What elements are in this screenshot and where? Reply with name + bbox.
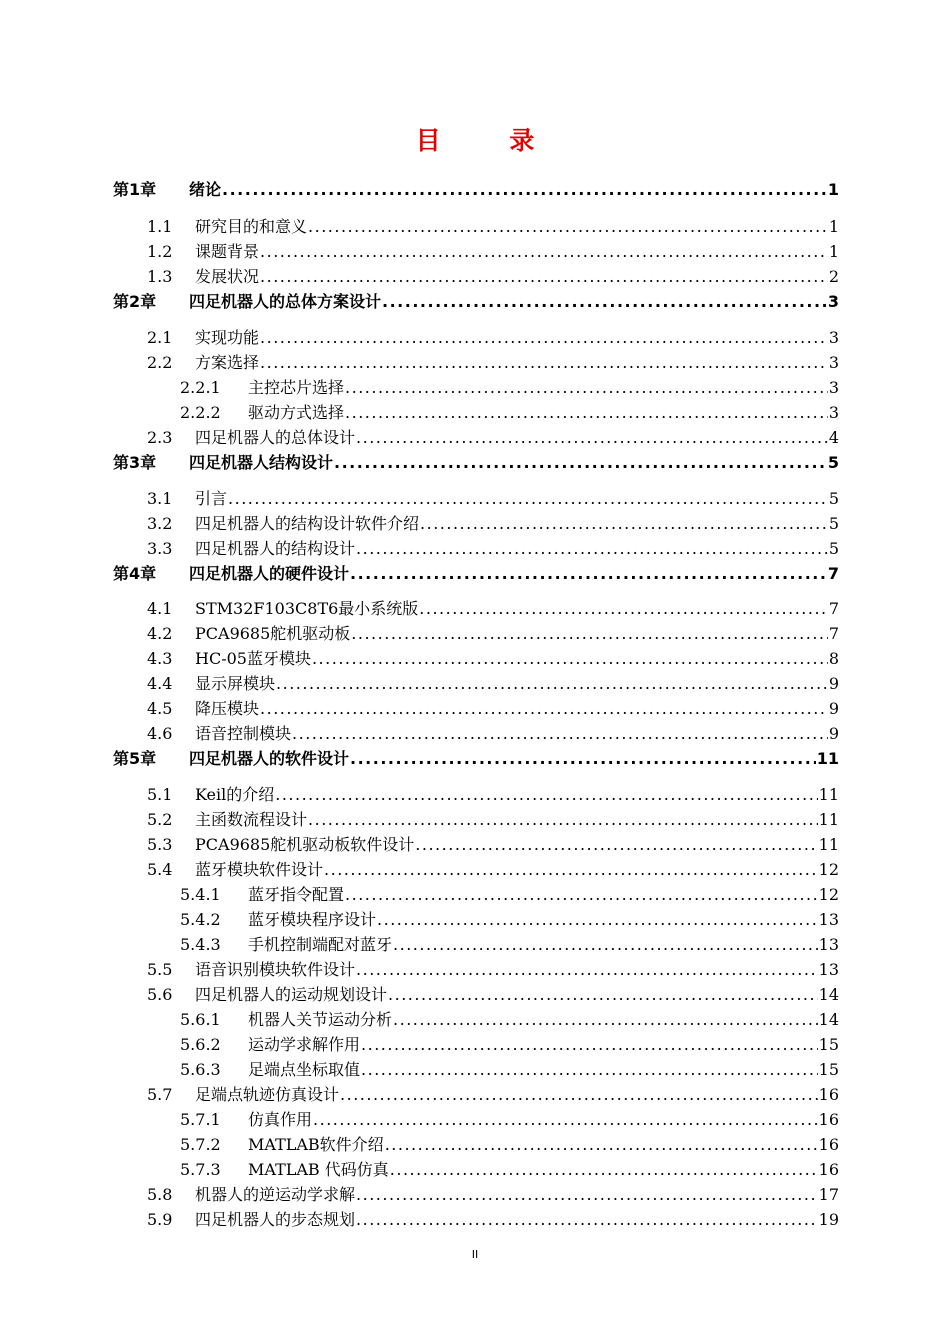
toc-leader-dots (420, 511, 828, 537)
toc-section-entry[interactable] (180, 932, 839, 958)
toc-entry-title: 蓝牙指令配置 (248, 885, 345, 904)
toc-entry-page: 5 (828, 489, 839, 508)
toc-entry-number: 5.6.2 (180, 1035, 221, 1054)
toc-section-entry[interactable] (147, 1182, 839, 1208)
toc-entry-page: 16 (818, 1135, 839, 1154)
toc-entry-number: 第4章 (113, 564, 157, 583)
toc-entry-title: 足端点坐标取值 (248, 1060, 361, 1079)
toc-section-entry[interactable] (147, 721, 839, 747)
toc-entry-title: 显示屏模块 (195, 674, 276, 693)
toc-entry-number: 3.2 (147, 514, 173, 533)
toc-entry-page: 8 (828, 649, 839, 668)
toc-leader-dots (340, 1082, 818, 1108)
toc-leader-dots (260, 239, 828, 265)
toc-leader-dots (356, 1207, 818, 1233)
toc-entry-title: 四足机器人的总体方案设计 (189, 292, 382, 311)
toc-entry-title: 仿真作用 (248, 1110, 313, 1129)
page-number-footer: II (471, 1248, 479, 1261)
toc-entry-number: 5.7 (147, 1085, 173, 1104)
toc-entry-title: 四足机器人的步态规划 (195, 1210, 356, 1229)
toc-section-entry[interactable] (147, 832, 839, 858)
toc-leader-dots (415, 832, 817, 858)
toc-section-entry[interactable] (180, 375, 839, 401)
toc-section-entry[interactable] (147, 696, 839, 722)
toc-entry-page: 2 (828, 267, 839, 286)
toc-entry-title: MATLAB软件介绍 (248, 1135, 384, 1154)
toc-entry-page: 14 (818, 1010, 839, 1029)
toc-leader-dots (377, 907, 818, 933)
toc-entry-page: 3 (828, 353, 839, 372)
toc-entry-number: 第3章 (113, 453, 157, 472)
toc-leader-dots (312, 646, 828, 672)
toc-entry-title: 降压模块 (195, 699, 260, 718)
toc-entry-page: 11 (818, 785, 839, 804)
toc-entry-title: PCA9685舵机驱动板 (195, 624, 351, 643)
toc-entry-title: 蓝牙模块程序设计 (248, 910, 377, 929)
toc-section-entry[interactable] (147, 596, 839, 622)
toc-section-entry[interactable] (180, 1057, 839, 1083)
toc-entry-page: 15 (818, 1035, 839, 1054)
toc-section-entry[interactable] (147, 425, 839, 451)
toc-entry-title: 四足机器人的结构设计 (195, 539, 356, 558)
toc-entry-page: 16 (818, 1160, 839, 1179)
toc-leader-dots (222, 177, 827, 203)
toc-entry-title: MATLAB 代码仿真 (248, 1160, 389, 1179)
toc-entry-title: 四足机器人的硬件设计 (189, 564, 350, 583)
toc-entry-number: 5.6 (147, 985, 173, 1004)
toc-entry-title: 四足机器人结构设计 (189, 453, 334, 472)
toc-entry-title: 方案选择 (195, 353, 260, 372)
toc-leader-dots (419, 596, 828, 622)
toc-entry-page: 11 (816, 749, 839, 768)
toc-leader-dots (393, 1007, 818, 1033)
toc-entry-page: 9 (828, 674, 839, 693)
toc-entry-title: 手机控制端配对蓝牙 (248, 935, 393, 954)
toc-entry-title: 机器人的逆运动学求解 (195, 1185, 356, 1204)
toc-section-entry[interactable] (147, 264, 839, 290)
toc-chapter-entry[interactable] (113, 289, 839, 315)
toc-entry-number: 4.1 (147, 599, 173, 618)
toc-section-entry[interactable] (147, 1207, 839, 1233)
toc-entry-page: 13 (818, 935, 839, 954)
toc-entry-page: 7 (828, 624, 839, 643)
toc-entry-number: 4.6 (147, 724, 173, 743)
toc-entry-page: 12 (818, 860, 839, 879)
toc-chapter-entry[interactable] (113, 746, 839, 772)
toc-entry-page: 3 (828, 378, 839, 397)
toc-entry-number: 5.6.1 (180, 1010, 221, 1029)
toc-entry-number: 4.2 (147, 624, 173, 643)
toc-leader-dots (228, 486, 828, 512)
toc-leader-dots (356, 1182, 818, 1208)
toc-leader-dots (385, 1132, 818, 1158)
toc-entry-number: 第2章 (113, 292, 157, 311)
toc-leader-dots (356, 425, 828, 451)
page-title: 目 录 (415, 126, 565, 155)
toc-section-entry[interactable] (147, 350, 839, 376)
toc-entry-title: STM32F103C8T6最小系统版 (195, 599, 419, 618)
toc-section-entry[interactable] (147, 325, 839, 351)
toc-leader-dots (334, 450, 827, 476)
toc-leader-dots (388, 982, 818, 1008)
toc-entry-page: 17 (818, 1185, 839, 1204)
toc-entry-number: 4.3 (147, 649, 173, 668)
toc-section-entry[interactable] (147, 782, 839, 808)
toc-entry-title: 主控芯片选择 (248, 378, 345, 397)
toc-entry-number: 4.5 (147, 699, 173, 718)
toc-leader-dots (356, 536, 828, 562)
toc-leader-dots (275, 782, 817, 808)
toc-entry-title: HC-05蓝牙模块 (195, 649, 311, 668)
toc-section-entry[interactable] (147, 646, 839, 672)
toc-entry-number: 5.9 (147, 1210, 173, 1229)
toc-entry-number: 5.4.1 (180, 885, 221, 904)
toc-leader-dots (345, 400, 828, 426)
toc-entry-number: 1.1 (147, 217, 173, 236)
toc-entry-number: 2.2 (147, 353, 173, 372)
toc-entry-title: 足端点轨迹仿真设计 (195, 1085, 340, 1104)
toc-chapter-entry[interactable] (113, 177, 839, 203)
toc-leader-dots (393, 932, 818, 958)
toc-entry-title: 绪论 (189, 180, 222, 199)
toc-leader-dots (361, 1057, 818, 1083)
toc-entry-page: 1 (828, 242, 839, 261)
toc-entry-title: 主函数流程设计 (195, 810, 308, 829)
toc-section-entry[interactable] (147, 536, 839, 562)
toc-entry-page: 7 (828, 599, 839, 618)
toc-section-entry[interactable] (147, 857, 839, 883)
toc-entry-title: 四足机器人的软件设计 (189, 749, 350, 768)
toc-entry-number: 3.3 (147, 539, 173, 558)
toc-entry-number: 3.1 (147, 489, 173, 508)
toc-leader-dots (351, 621, 828, 647)
toc-entry-number: 5.2 (147, 810, 173, 829)
toc-entry-number: 5.1 (147, 785, 173, 804)
toc-section-entry[interactable] (147, 807, 839, 833)
toc-entry-title: 四足机器人的总体设计 (195, 428, 356, 447)
toc-entry-page: 13 (818, 910, 839, 929)
toc-entry-title: 四足机器人的结构设计软件介绍 (195, 514, 420, 533)
toc-entry-number: 5.4 (147, 860, 173, 879)
toc-entry-page: 4 (828, 428, 839, 447)
toc-entry-title: 四足机器人的运动规划设计 (195, 985, 388, 1004)
toc-leader-dots (260, 350, 828, 376)
toc-entry-title: 课题背景 (195, 242, 260, 261)
toc-entry-page: 14 (818, 985, 839, 1004)
toc-entry-page: 5 (827, 453, 839, 472)
toc-leader-dots (350, 561, 827, 587)
toc-section-entry[interactable] (180, 400, 839, 426)
toc-entry-page: 7 (827, 564, 839, 583)
toc-leader-dots (260, 264, 828, 290)
toc-entry-page: 11 (818, 835, 839, 854)
toc-entry-number: 1.3 (147, 267, 173, 286)
toc-leader-dots (361, 1032, 818, 1058)
toc-entry-title: 驱动方式选择 (248, 403, 345, 422)
toc-entry-number: 5.3 (147, 835, 173, 854)
toc-leader-dots (308, 214, 828, 240)
toc-section-entry[interactable] (180, 907, 839, 933)
toc-section-entry[interactable] (180, 1132, 839, 1158)
toc-section-entry[interactable] (180, 882, 839, 908)
toc-leader-dots (292, 721, 828, 747)
toc-entry-title: 机器人关节运动分析 (248, 1010, 393, 1029)
toc-entry-number: 5.4.2 (180, 910, 221, 929)
toc-entry-page: 16 (818, 1110, 839, 1129)
toc-entry-title: 语音控制模块 (195, 724, 292, 743)
toc-entry-page: 9 (828, 699, 839, 718)
toc-entry-number: 2.1 (147, 328, 173, 347)
toc-section-entry[interactable] (147, 214, 839, 240)
toc-entry-page: 12 (818, 885, 839, 904)
toc-leader-dots (276, 671, 828, 697)
toc-entry-page: 5 (828, 539, 839, 558)
toc-entry-title: Keil的介绍 (195, 785, 275, 804)
toc-entry-number: 5.8 (147, 1185, 173, 1204)
toc-entry-number: 4.4 (147, 674, 173, 693)
toc-entry-page: 1 (827, 180, 839, 199)
toc-entry-number: 5.6.3 (180, 1060, 221, 1079)
toc-section-entry[interactable] (147, 671, 839, 697)
toc-entry-number: 5.4.3 (180, 935, 221, 954)
toc-section-entry[interactable] (180, 1032, 839, 1058)
toc-section-entry[interactable] (147, 1082, 839, 1108)
toc-entry-title: 引言 (195, 489, 228, 508)
toc-section-entry[interactable] (147, 982, 839, 1008)
toc-section-entry[interactable] (147, 239, 839, 265)
toc-leader-dots (350, 746, 816, 772)
toc-leader-dots (260, 325, 828, 351)
toc-entry-title: PCA9685舵机驱动板软件设计 (195, 835, 415, 854)
toc-leader-dots (356, 957, 818, 983)
toc-entry-number: 2.3 (147, 428, 173, 447)
toc-entry-page: 19 (818, 1210, 839, 1229)
toc-section-entry[interactable] (147, 511, 839, 537)
toc-entry-title: 发展状况 (195, 267, 260, 286)
toc-entry-page: 9 (828, 724, 839, 743)
toc-section-entry[interactable] (147, 957, 839, 983)
toc-section-entry[interactable] (180, 1007, 839, 1033)
toc-entry-page: 3 (827, 292, 839, 311)
toc-entry-page: 13 (818, 960, 839, 979)
toc-entry-number: 2.2.2 (180, 403, 221, 422)
toc-entry-page: 15 (818, 1060, 839, 1079)
toc-section-entry[interactable] (180, 1107, 839, 1133)
toc-entry-title: 实现功能 (195, 328, 260, 347)
toc-chapter-entry[interactable] (113, 561, 839, 587)
toc-leader-dots (345, 375, 828, 401)
toc-entry-page: 3 (828, 328, 839, 347)
toc-entry-title: 蓝牙模块软件设计 (195, 860, 324, 879)
toc-leader-dots (308, 807, 818, 833)
toc-chapter-entry[interactable] (113, 450, 839, 476)
toc-entry-number: 5.7.2 (180, 1135, 221, 1154)
toc-section-entry[interactable] (147, 486, 839, 512)
toc-entry-page: 16 (818, 1085, 839, 1104)
toc-leader-dots (390, 1157, 818, 1183)
toc-entry-page: 11 (818, 810, 839, 829)
toc-entry-title: 运动学求解作用 (248, 1035, 361, 1054)
toc-entry-number: 5.5 (147, 960, 173, 979)
toc-section-entry[interactable] (147, 621, 839, 647)
toc-entry-title: 研究目的和意义 (195, 217, 308, 236)
toc-leader-dots (382, 289, 827, 315)
toc-entry-number: 5.7.3 (180, 1160, 221, 1179)
toc-section-entry[interactable] (180, 1157, 839, 1183)
toc-entry-page: 5 (828, 514, 839, 533)
toc-entry-page: 3 (828, 403, 839, 422)
toc-leader-dots (313, 1107, 818, 1133)
toc-leader-dots (324, 857, 818, 883)
toc-entry-number: 第1章 (113, 180, 157, 199)
toc-leader-dots (345, 882, 818, 908)
toc-entry-number: 2.2.1 (180, 378, 221, 397)
toc-leader-dots (260, 696, 828, 722)
toc-entry-number: 第5章 (113, 749, 157, 768)
toc-entry-page: 1 (828, 217, 839, 236)
toc-entry-title: 语音识别模块软件设计 (195, 960, 356, 979)
toc-entry-number: 1.2 (147, 242, 173, 261)
toc-entry-number: 5.7.1 (180, 1110, 221, 1129)
